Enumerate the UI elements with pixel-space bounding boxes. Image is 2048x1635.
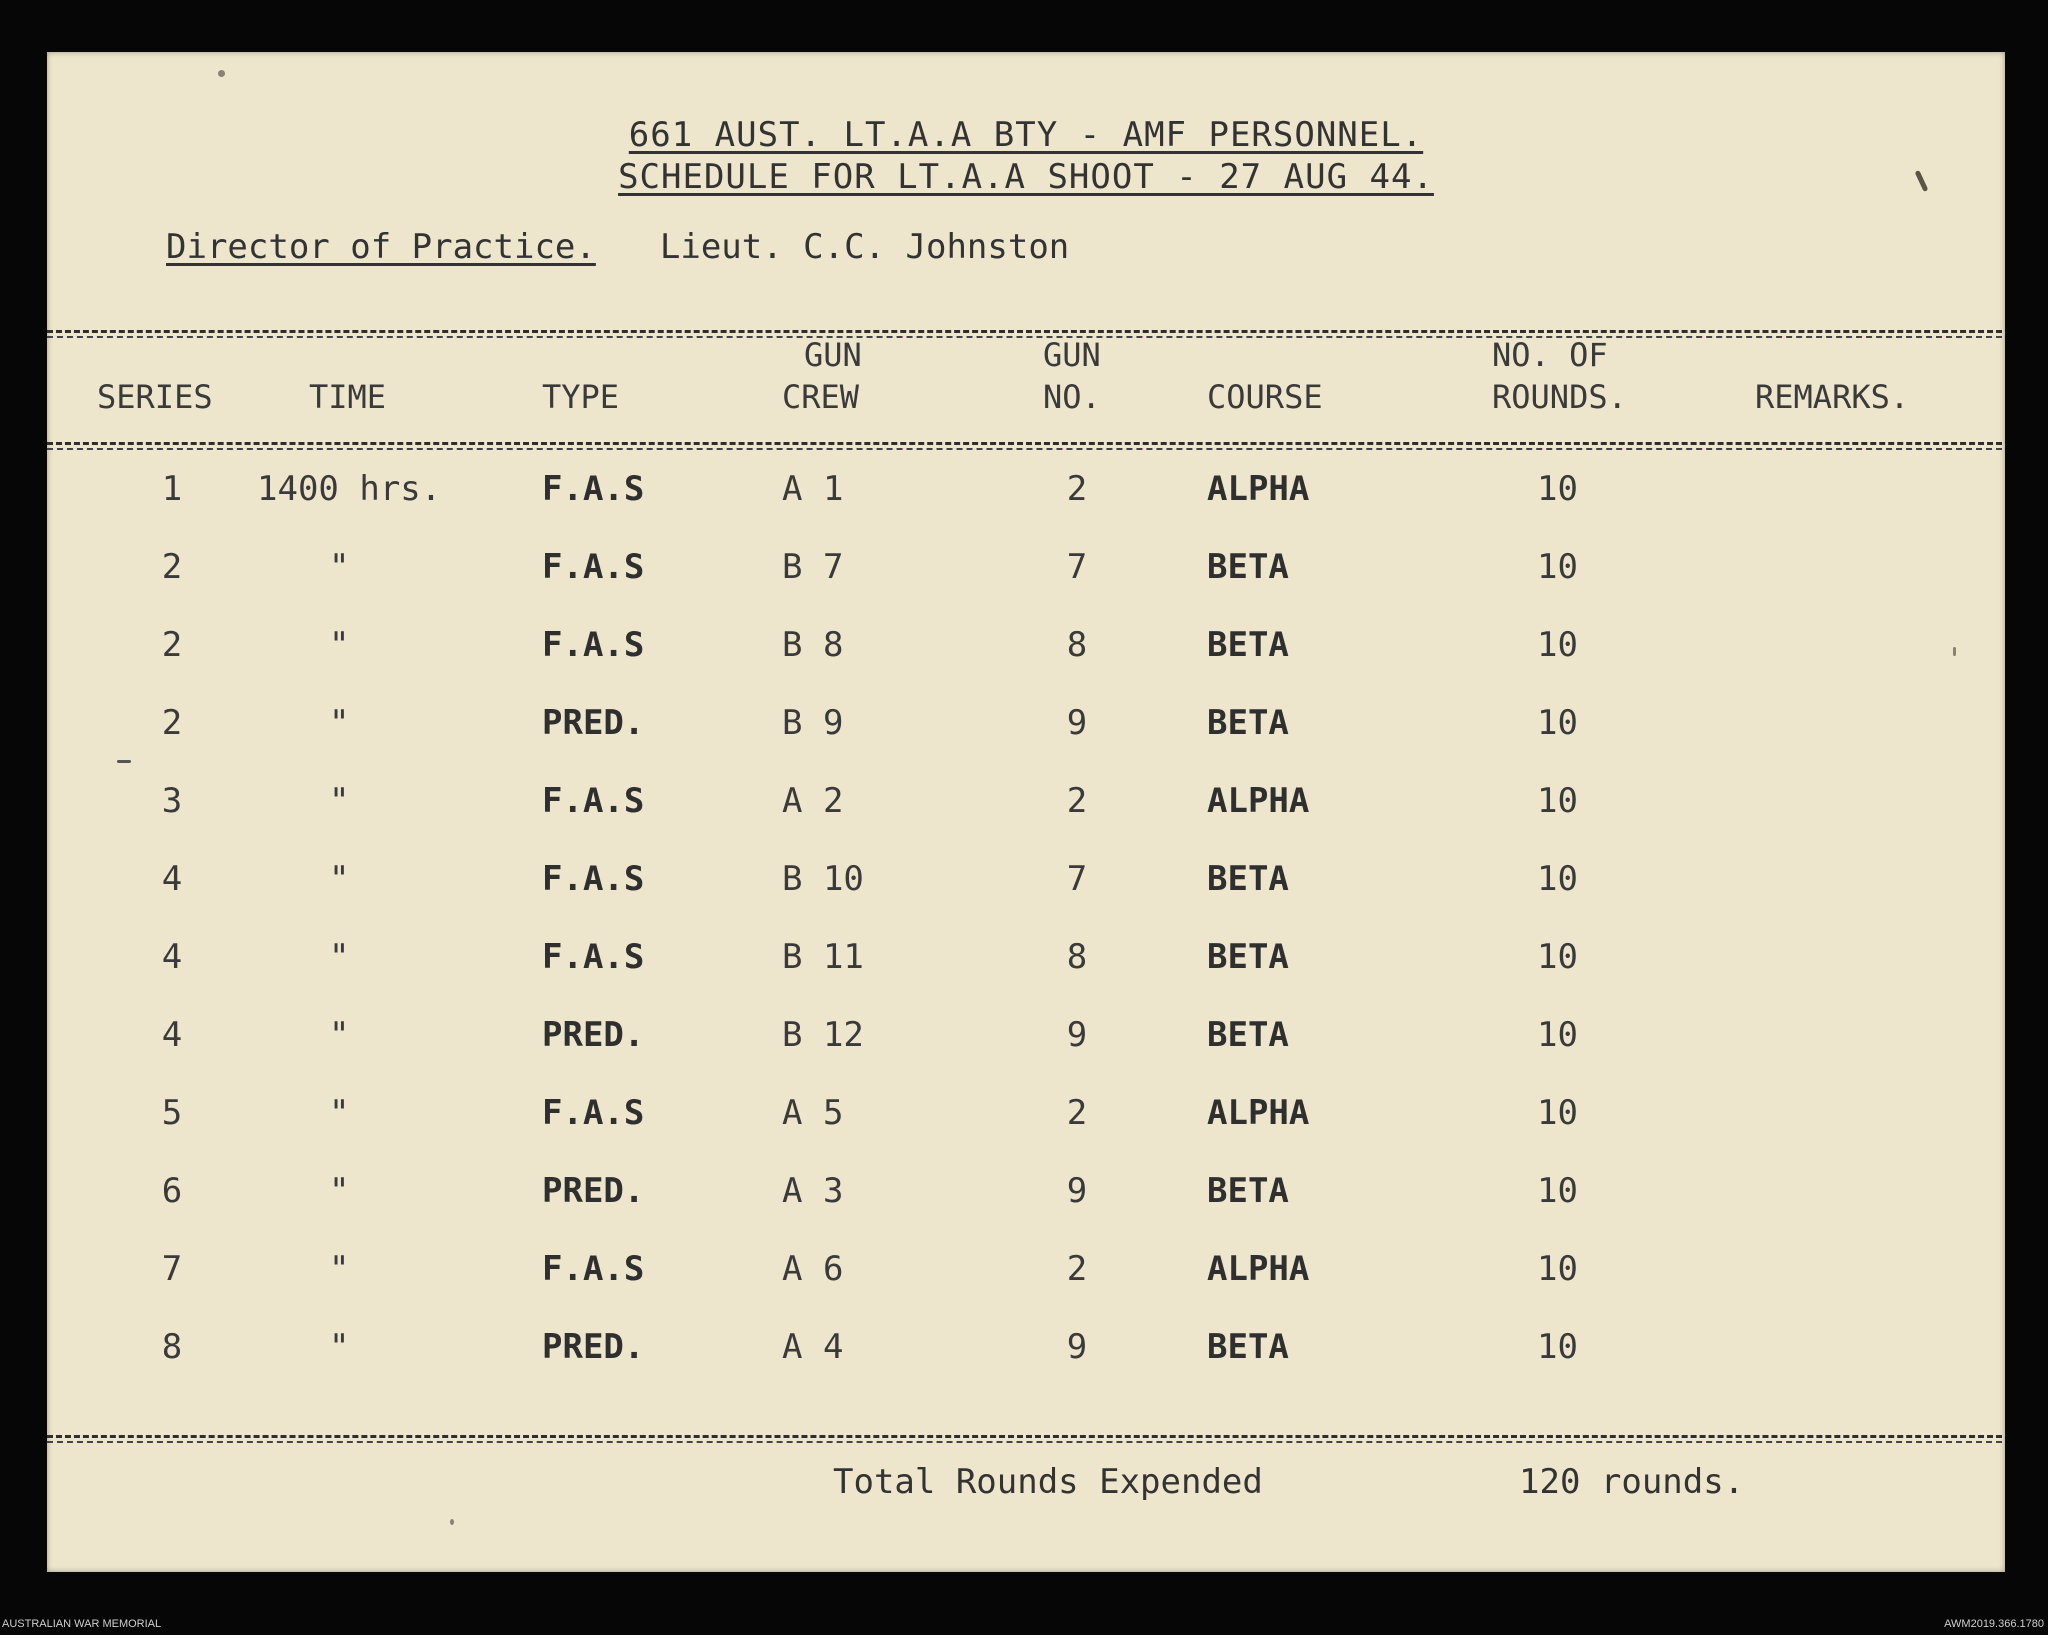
table-row [47, 1317, 2005, 1377]
cell-rounds: 10 [1537, 1171, 1578, 1211]
cell-gun-crew: A 3 [782, 1171, 844, 1211]
header-gun-no [1043, 334, 1101, 418]
table-row [47, 927, 2005, 987]
cell-gun-crew: A 1 [782, 469, 844, 509]
cell-course: BETA [1207, 547, 1289, 587]
cell-gun-no: 9 [1066, 1015, 1088, 1055]
title-line-1-text: 661 AUST. LT.A.A BTY - AMF PERSONNEL. [628, 115, 1424, 155]
header-gun-no-line-1: GUN [1043, 336, 1101, 374]
title-line-2-text: SCHEDULE FOR LT.A.A SHOOT - 27 AUG 44. [618, 157, 1434, 197]
cell-time: 1400 hrs. [257, 469, 442, 509]
cell-time: " [329, 1327, 350, 1367]
cell-gun-crew: B 9 [782, 703, 844, 743]
cell-time: " [329, 1171, 350, 1211]
table-row [47, 459, 2005, 519]
paper-blemish [1953, 647, 1956, 656]
cell-type: F.A.S [542, 937, 645, 977]
cell-rounds: 10 [1537, 469, 1578, 509]
cell-type: F.A.S [542, 859, 645, 899]
cell-series: 6 [161, 1171, 183, 1211]
paper-blemish [450, 1519, 454, 1525]
table-row [47, 693, 2005, 753]
cell-series: 8 [161, 1327, 183, 1367]
cell-course: ALPHA [1207, 469, 1310, 509]
cell-course: BETA [1207, 703, 1289, 743]
cell-gun-crew: A 2 [782, 781, 844, 821]
cell-gun-no: 7 [1066, 859, 1088, 899]
total-rounds-value: 120 rounds. [1519, 1462, 1745, 1502]
cell-course: ALPHA [1207, 781, 1310, 821]
cell-rounds: 10 [1537, 1327, 1578, 1367]
cell-time: " [329, 859, 350, 899]
cell-gun-crew: B 7 [782, 547, 844, 587]
cell-gun-no: 2 [1066, 1249, 1088, 1289]
cell-time: " [329, 781, 350, 821]
cell-series: 5 [161, 1093, 183, 1133]
typed-document-sheet [47, 52, 2005, 1572]
cell-rounds: 10 [1537, 859, 1578, 899]
cell-type: PRED. [542, 1015, 645, 1055]
cell-gun-no: 8 [1066, 625, 1088, 665]
cell-rounds: 10 [1537, 1015, 1578, 1055]
document-title-line-2 [47, 157, 2005, 197]
cell-type: PRED. [542, 1171, 645, 1211]
cell-time: " [329, 703, 350, 743]
cell-rounds: 10 [1537, 1093, 1578, 1133]
cell-course: BETA [1207, 1015, 1289, 1055]
cell-gun-crew: A 4 [782, 1327, 844, 1367]
cell-gun-no: 2 [1066, 1093, 1088, 1133]
cell-course: BETA [1207, 1171, 1289, 1211]
cell-course: BETA [1207, 937, 1289, 977]
cell-gun-no: 8 [1066, 937, 1088, 977]
cell-series: 7 [161, 1249, 183, 1289]
cell-gun-crew: B 11 [782, 937, 864, 977]
table-row [47, 849, 2005, 909]
cell-gun-crew: B 10 [782, 859, 864, 899]
director-of-practice-line [166, 227, 1069, 267]
cell-rounds: 10 [1537, 937, 1578, 977]
cell-series: 2 [161, 703, 183, 743]
cell-course: ALPHA [1207, 1093, 1310, 1133]
header-rounds-line-1: NO. OF [1492, 336, 1608, 374]
table-row [47, 1239, 2005, 1299]
cell-series: 2 [161, 547, 183, 587]
cell-type: F.A.S [542, 781, 645, 821]
cell-rounds: 10 [1537, 547, 1578, 587]
cell-course: BETA [1207, 625, 1289, 665]
cell-time: " [329, 625, 350, 665]
archive-credit: AUSTRALIAN WAR MEMORIAL [2, 1618, 162, 1630]
cell-gun-no: 9 [1066, 703, 1088, 743]
director-label: Director of Practice. [166, 227, 596, 267]
director-name: Lieut. C.C. Johnston [659, 227, 1070, 267]
total-rounds-label: Total Rounds Expended [833, 1462, 1263, 1502]
cell-series: 4 [161, 859, 183, 899]
cell-type: PRED. [542, 703, 645, 743]
table-row [47, 771, 2005, 831]
cell-course: ALPHA [1207, 1249, 1310, 1289]
cell-gun-crew: A 5 [782, 1093, 844, 1133]
cell-series: 3 [161, 781, 183, 821]
cell-gun-crew: B 8 [782, 625, 844, 665]
cell-series: 4 [161, 1015, 183, 1055]
header-rounds [1492, 334, 1627, 418]
cell-rounds: 10 [1537, 703, 1578, 743]
cell-course: BETA [1207, 1327, 1289, 1367]
cell-type: F.A.S [542, 625, 645, 665]
header-gun-crew [782, 334, 862, 418]
cell-series: 1 [161, 469, 183, 509]
cell-type: F.A.S [542, 1249, 645, 1289]
header-type: TYPE [542, 378, 620, 416]
cell-series: 4 [161, 937, 183, 977]
cell-type: F.A.S [542, 1093, 645, 1133]
cell-time: " [329, 1249, 350, 1289]
header-gun-no-line-2: NO. [1043, 378, 1101, 416]
table-top-rule [47, 330, 2002, 338]
document-title-line-1 [47, 115, 2005, 155]
cell-series: 2 [161, 625, 183, 665]
header-bottom-rule [47, 442, 2002, 450]
header-time: TIME [309, 378, 387, 416]
cell-type: PRED. [542, 1327, 645, 1367]
cell-time: " [329, 547, 350, 587]
cell-gun-no: 7 [1066, 547, 1088, 587]
header-remarks: REMARKS. [1755, 378, 1910, 416]
cell-time: " [329, 1093, 350, 1133]
paper-blemish [117, 760, 131, 763]
header-series: SERIES [97, 378, 213, 416]
cell-time: " [329, 1015, 350, 1055]
table-row [47, 1083, 2005, 1143]
header-course: COURSE [1207, 378, 1323, 416]
cell-course: BETA [1207, 859, 1289, 899]
cell-gun-crew: B 12 [782, 1015, 864, 1055]
table-row [47, 615, 2005, 675]
paper-blemish [218, 70, 225, 77]
table-bottom-rule [47, 1435, 2002, 1443]
cell-time: " [329, 937, 350, 977]
cell-rounds: 10 [1537, 625, 1578, 665]
cell-type: F.A.S [542, 469, 645, 509]
table-row [47, 537, 2005, 597]
cell-type: F.A.S [542, 547, 645, 587]
table-row [47, 1005, 2005, 1065]
cell-rounds: 10 [1537, 781, 1578, 821]
header-gun-crew-line-2: CREW [782, 378, 860, 416]
header-gun-crew-line-1: GUN [804, 336, 862, 374]
cell-gun-no: 2 [1066, 469, 1088, 509]
header-rounds-line-2: ROUNDS. [1492, 378, 1627, 416]
archive-accession-number: AWM2019.366.1780 [1944, 1618, 2044, 1630]
cell-gun-no: 9 [1066, 1327, 1088, 1367]
table-row [47, 1161, 2005, 1221]
cell-gun-crew: A 6 [782, 1249, 844, 1289]
cell-rounds: 10 [1537, 1249, 1578, 1289]
cell-gun-no: 2 [1066, 781, 1088, 821]
cell-gun-no: 9 [1066, 1171, 1088, 1211]
